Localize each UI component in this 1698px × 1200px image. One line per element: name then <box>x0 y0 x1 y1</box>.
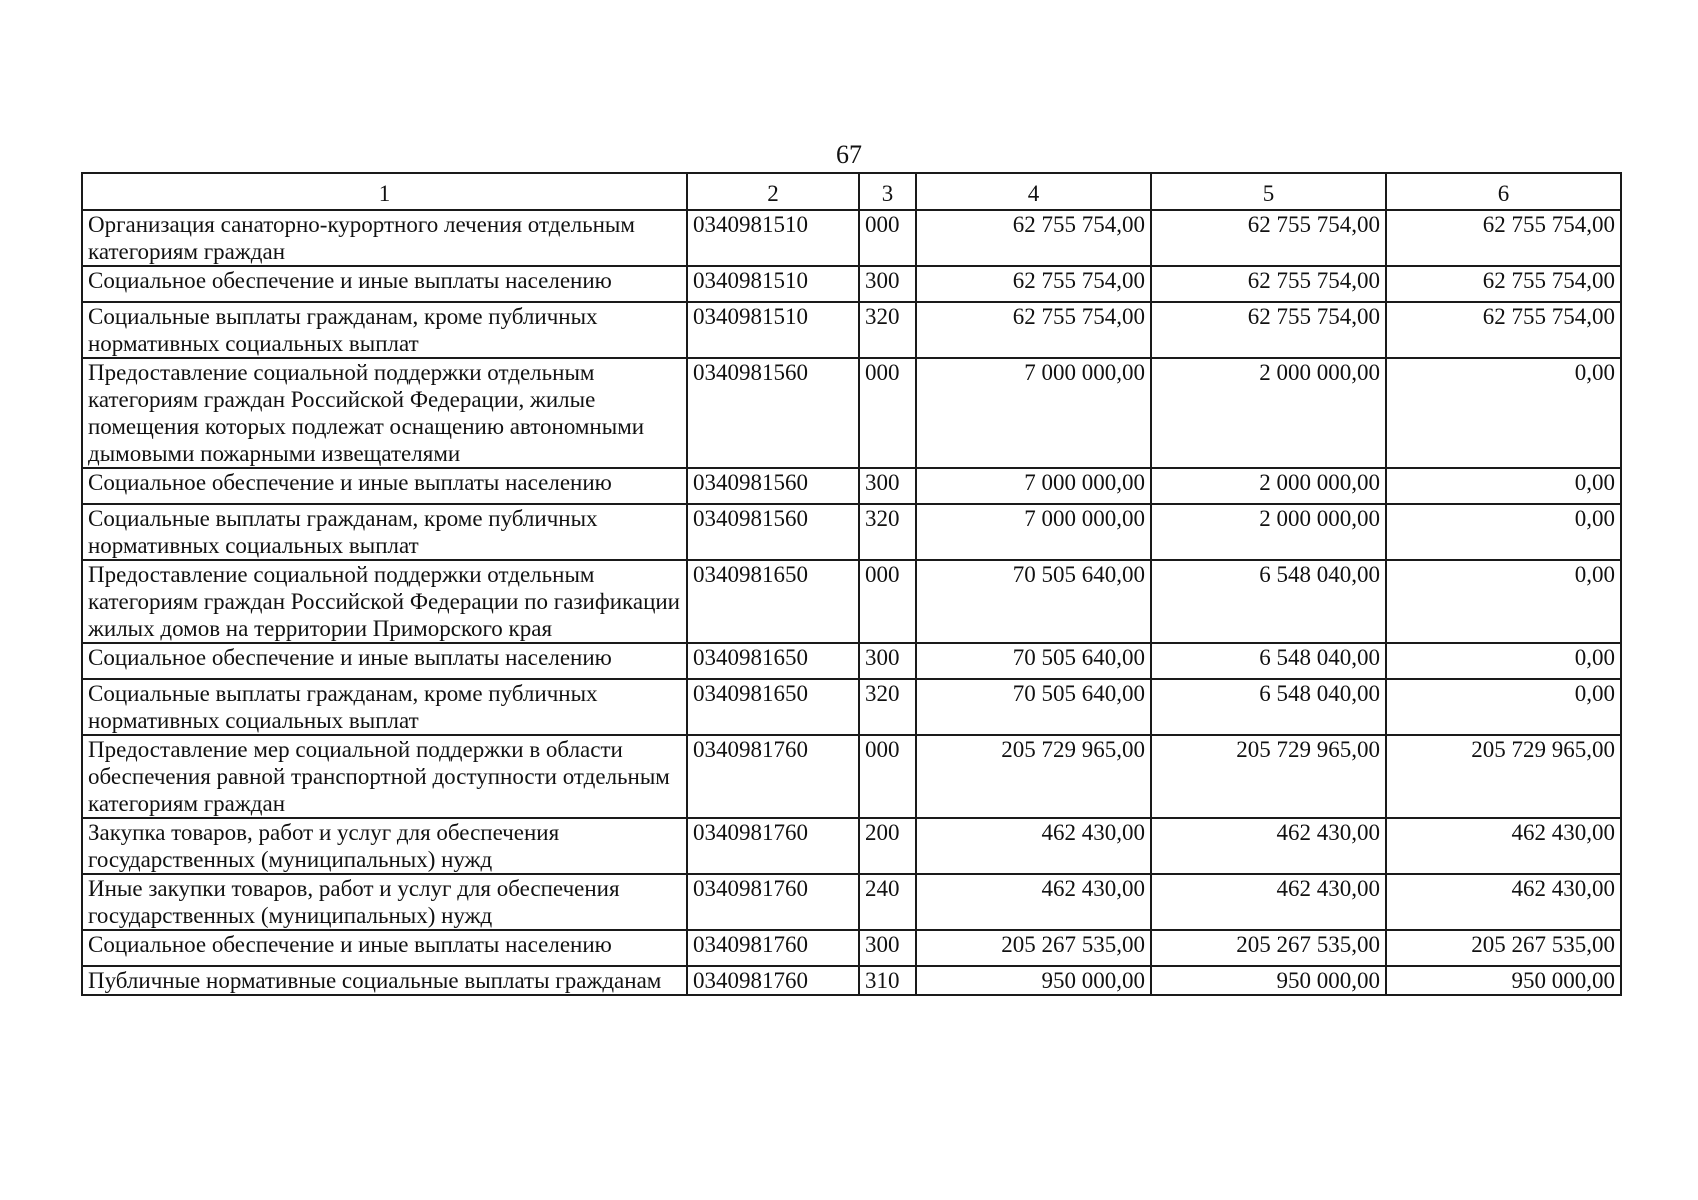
row-name: Социальное обеспечение и иные выплаты населению <box>82 930 687 966</box>
row-amount-3: 62 755 754,00 <box>1386 266 1621 302</box>
row-amount-2: 2 000 000,00 <box>1151 504 1386 560</box>
row-amount-2: 62 755 754,00 <box>1151 302 1386 358</box>
table-row <box>82 266 1621 302</box>
table-row <box>82 966 1621 995</box>
row-amount-3: 462 430,00 <box>1386 818 1621 874</box>
row-amount-2: 2 000 000,00 <box>1151 468 1386 504</box>
row-amount-2: 62 755 754,00 <box>1151 266 1386 302</box>
row-amount-2: 62 755 754,00 <box>1151 210 1386 266</box>
table-row <box>82 468 1621 504</box>
table-row <box>82 930 1621 966</box>
row-code: 0340981760 <box>687 930 859 966</box>
row-type: 320 <box>859 504 916 560</box>
row-amount-3: 0,00 <box>1386 679 1621 735</box>
row-code: 0340981650 <box>687 679 859 735</box>
table-row <box>82 560 1621 643</box>
page-number: 67 <box>836 140 862 169</box>
row-amount-1: 70 505 640,00 <box>916 643 1151 679</box>
row-amount-1: 62 755 754,00 <box>916 302 1151 358</box>
row-name: Социальное обеспечение и иные выплаты населению <box>82 643 687 679</box>
table-row <box>82 210 1621 266</box>
row-amount-2: 205 729 965,00 <box>1151 735 1386 818</box>
row-type: 000 <box>859 210 916 266</box>
row-amount-3: 0,00 <box>1386 504 1621 560</box>
row-name: Закупка товаров, работ и услуг для обеспечения государственных (муниципальных) нужд <box>82 818 687 874</box>
row-name: Публичные нормативные социальные выплаты гражданам <box>82 966 687 995</box>
row-type: 320 <box>859 679 916 735</box>
row-amount-2: 6 548 040,00 <box>1151 560 1386 643</box>
header-cell: 2 <box>687 173 859 210</box>
table-row <box>82 874 1621 930</box>
row-name: Предоставление социальной поддержки отдельным категориям граждан Российской Федерации по газификации жилых домов на территории Приморского края <box>82 560 687 643</box>
row-amount-2: 6 548 040,00 <box>1151 679 1386 735</box>
row-amount-3: 205 267 535,00 <box>1386 930 1621 966</box>
row-code: 0340981560 <box>687 468 859 504</box>
row-type: 240 <box>859 874 916 930</box>
row-name: Социальные выплаты гражданам, кроме публичных нормативных социальных выплат <box>82 302 687 358</box>
row-name: Предоставление мер социальной поддержки в области обеспечения равной транспортной доступности отдельным категориям граждан <box>82 735 687 818</box>
row-amount-3: 62 755 754,00 <box>1386 210 1621 266</box>
row-type: 000 <box>859 735 916 818</box>
row-amount-3: 205 729 965,00 <box>1386 735 1621 818</box>
table-row <box>82 643 1621 679</box>
row-amount-3: 0,00 <box>1386 560 1621 643</box>
row-amount-2: 462 430,00 <box>1151 874 1386 930</box>
row-name: Организация санаторно-курортного лечения отдельным категориям граждан <box>82 210 687 266</box>
row-code: 0340981650 <box>687 643 859 679</box>
row-amount-2: 462 430,00 <box>1151 818 1386 874</box>
row-amount-1: 7 000 000,00 <box>916 468 1151 504</box>
row-code: 0340981510 <box>687 266 859 302</box>
row-name: Предоставление социальной поддержки отдельным категориям граждан Российской Федерации, жилые помещения которых подлежат оснащению автономными дымовыми пожарными извещателями <box>82 358 687 468</box>
row-code: 0340981760 <box>687 874 859 930</box>
header-cell: 5 <box>1151 173 1386 210</box>
row-type: 300 <box>859 643 916 679</box>
row-type: 000 <box>859 358 916 468</box>
row-amount-3: 462 430,00 <box>1386 874 1621 930</box>
row-amount-1: 70 505 640,00 <box>916 560 1151 643</box>
row-name: Социальное обеспечение и иные выплаты населению <box>82 266 687 302</box>
row-amount-1: 462 430,00 <box>916 818 1151 874</box>
header-cell: 3 <box>859 173 916 210</box>
row-amount-3: 0,00 <box>1386 468 1621 504</box>
row-amount-1: 7 000 000,00 <box>916 358 1151 468</box>
row-code: 0340981760 <box>687 735 859 818</box>
row-amount-3: 0,00 <box>1386 643 1621 679</box>
row-name: Социальные выплаты гражданам, кроме публичных нормативных социальных выплат <box>82 679 687 735</box>
row-amount-2: 950 000,00 <box>1151 966 1386 995</box>
table-row <box>82 679 1621 735</box>
row-amount-1: 462 430,00 <box>916 874 1151 930</box>
row-amount-3: 62 755 754,00 <box>1386 302 1621 358</box>
row-code: 0340981760 <box>687 818 859 874</box>
row-type: 200 <box>859 818 916 874</box>
row-type: 000 <box>859 560 916 643</box>
table-row <box>82 818 1621 874</box>
header-cell: 1 <box>82 173 687 210</box>
row-code: 0340981510 <box>687 210 859 266</box>
row-name: Социальные выплаты гражданам, кроме публичных нормативных социальных выплат <box>82 504 687 560</box>
row-amount-2: 6 548 040,00 <box>1151 643 1386 679</box>
budget-table <box>81 172 1622 996</box>
row-amount-1: 62 755 754,00 <box>916 266 1151 302</box>
row-amount-1: 950 000,00 <box>916 966 1151 995</box>
row-code: 0340981650 <box>687 560 859 643</box>
header-cell: 6 <box>1386 173 1621 210</box>
row-amount-1: 70 505 640,00 <box>916 679 1151 735</box>
row-amount-2: 2 000 000,00 <box>1151 358 1386 468</box>
row-name: Социальное обеспечение и иные выплаты населению <box>82 468 687 504</box>
row-type: 320 <box>859 302 916 358</box>
header-row <box>82 173 1621 210</box>
table-row <box>82 302 1621 358</box>
table-row <box>82 358 1621 468</box>
row-code: 0340981560 <box>687 358 859 468</box>
row-amount-1: 7 000 000,00 <box>916 504 1151 560</box>
row-name: Иные закупки товаров, работ и услуг для обеспечения государственных (муниципальных) нужд <box>82 874 687 930</box>
row-code: 0340981510 <box>687 302 859 358</box>
row-amount-1: 205 267 535,00 <box>916 930 1151 966</box>
table-row <box>82 735 1621 818</box>
row-code: 0340981760 <box>687 966 859 995</box>
row-amount-2: 205 267 535,00 <box>1151 930 1386 966</box>
row-code: 0340981560 <box>687 504 859 560</box>
row-amount-1: 62 755 754,00 <box>916 210 1151 266</box>
row-amount-3: 950 000,00 <box>1386 966 1621 995</box>
row-type: 310 <box>859 966 916 995</box>
table-row <box>82 504 1621 560</box>
row-amount-1: 205 729 965,00 <box>916 735 1151 818</box>
row-type: 300 <box>859 930 916 966</box>
row-type: 300 <box>859 468 916 504</box>
row-amount-3: 0,00 <box>1386 358 1621 468</box>
row-type: 300 <box>859 266 916 302</box>
header-cell: 4 <box>916 173 1151 210</box>
